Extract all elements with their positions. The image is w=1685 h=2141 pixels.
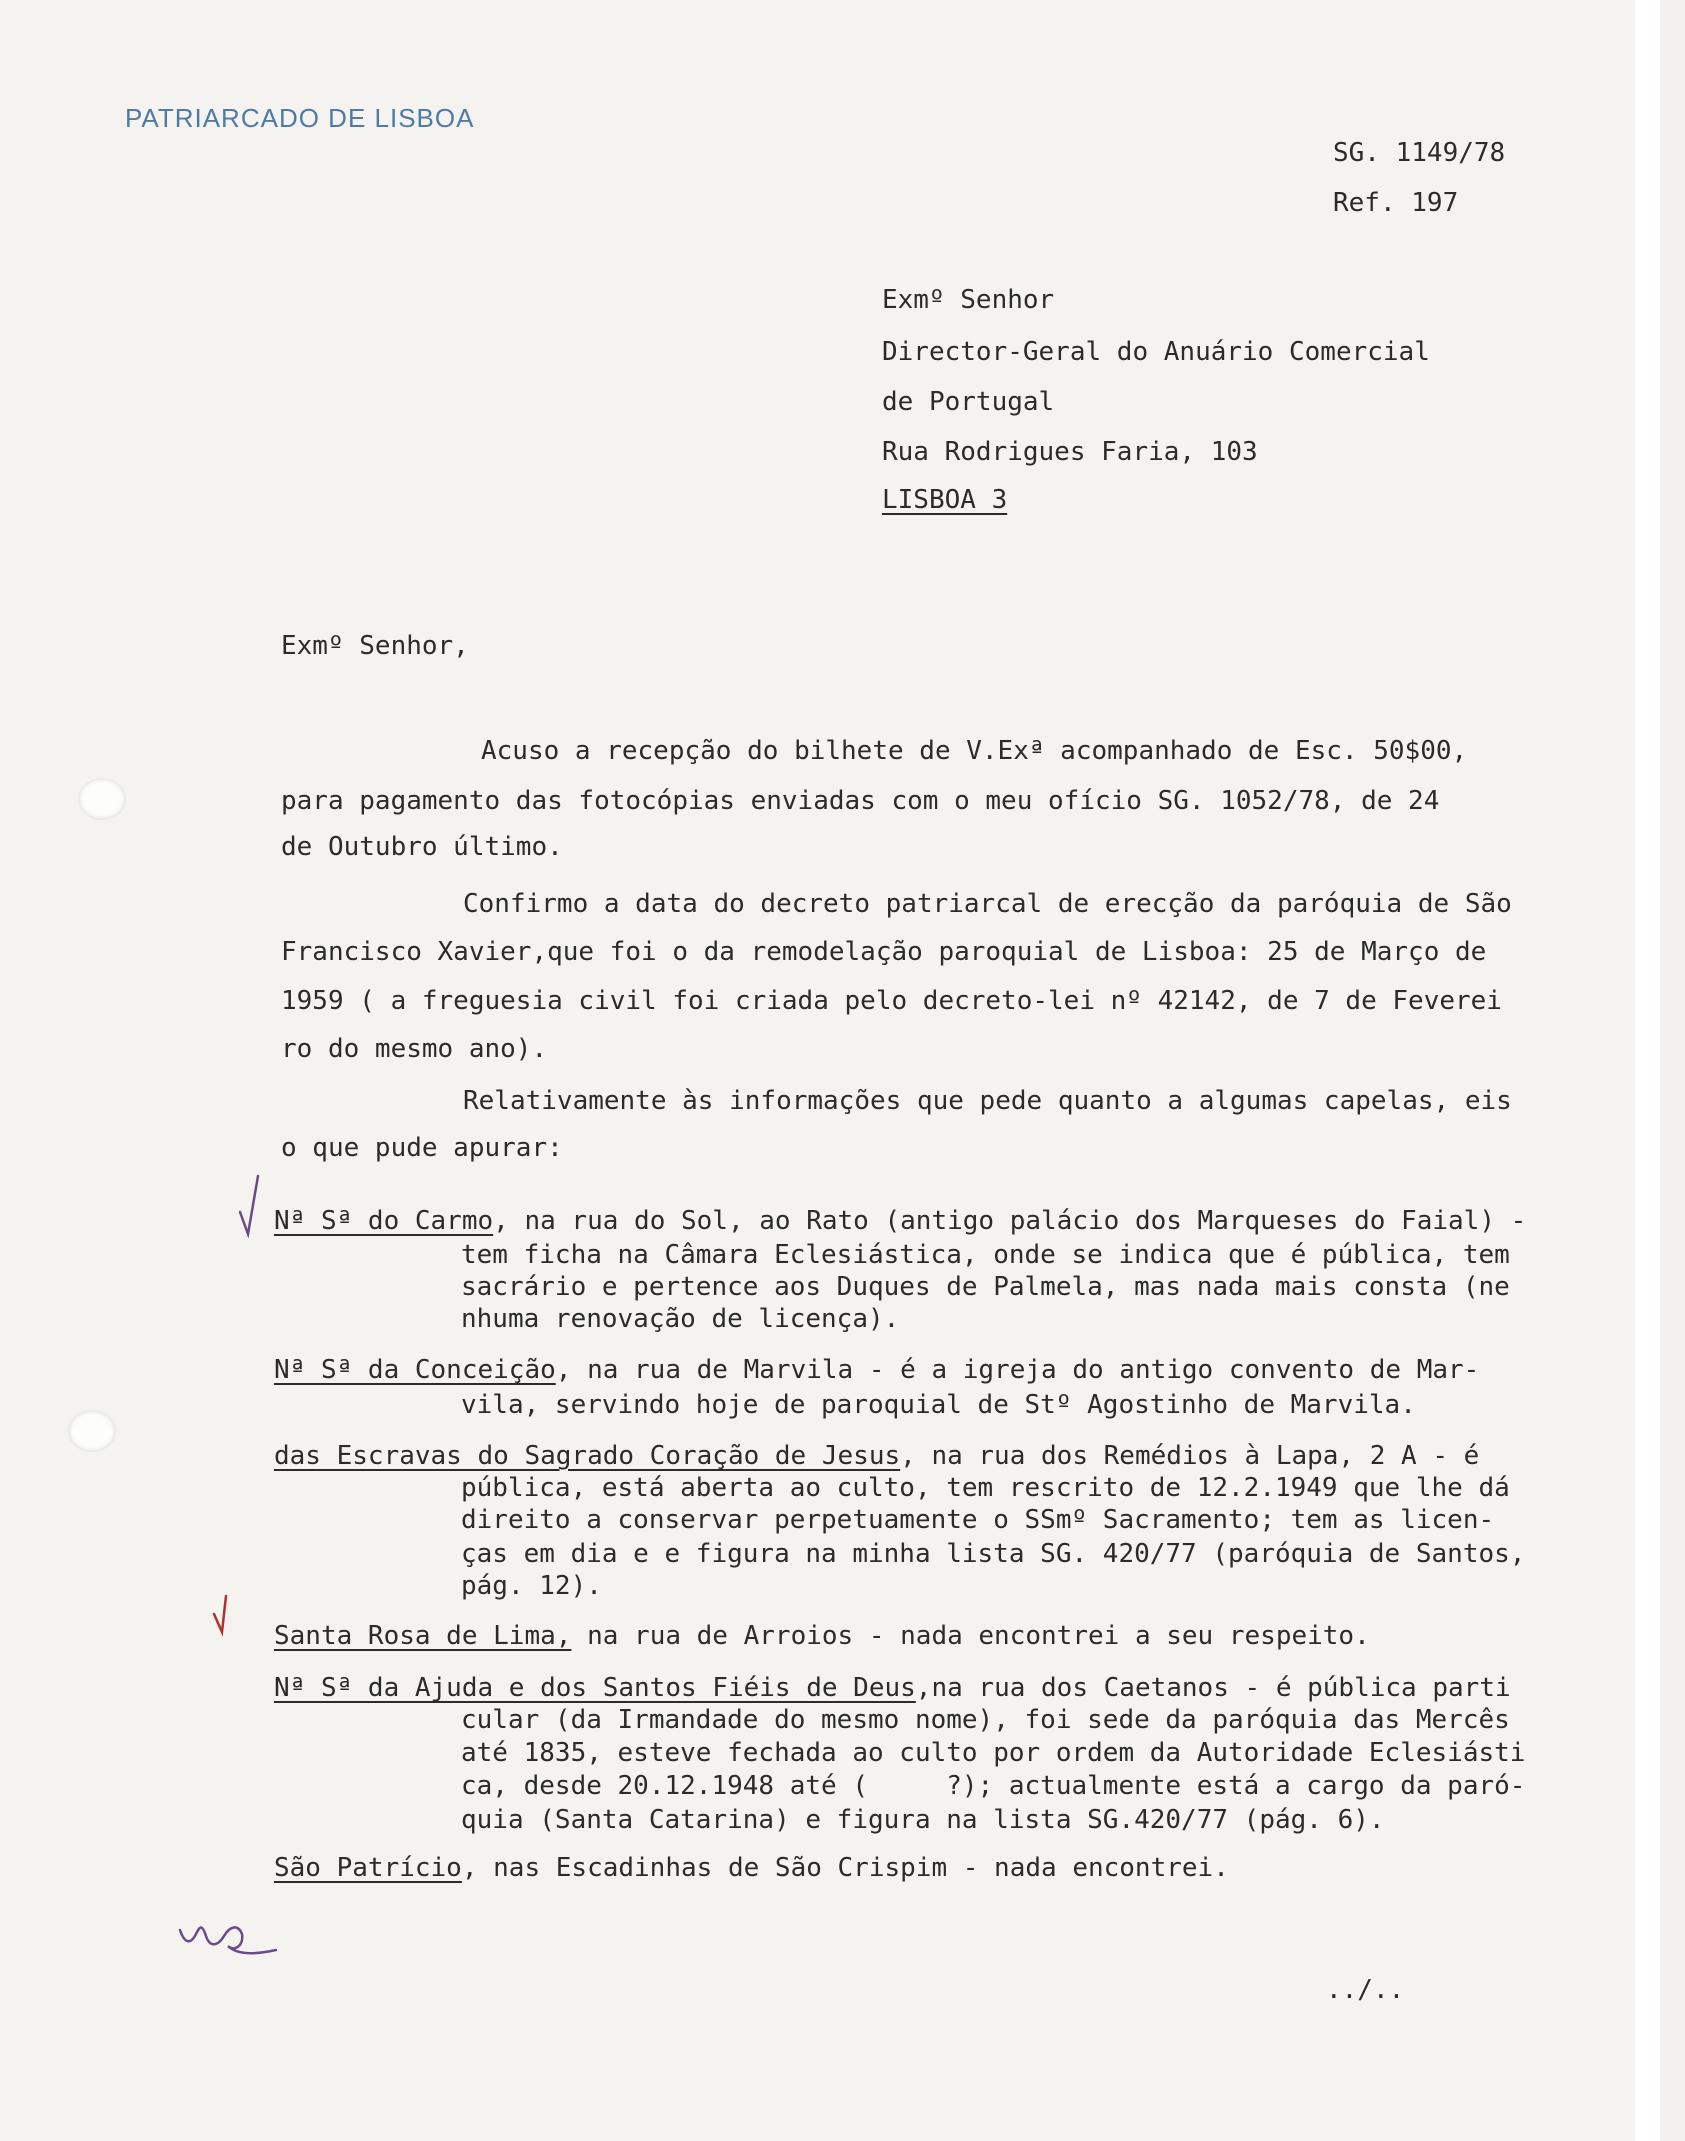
chapel-entry-first-line xyxy=(274,1673,1511,1703)
addressee-line: Rua Rodrigues Faria, 103 xyxy=(882,437,1258,467)
chapel-entry-first-line xyxy=(274,1441,1479,1471)
paragraph-1-line: para pagamento das fotocópias enviadas com o meu ofício SG. 1052/78, de 24 xyxy=(281,786,1440,816)
paragraph-2-line: 1959 ( a freguesia civil foi criada pelo decreto-lei nº 42142, de 7 de Feverei xyxy=(281,986,1502,1016)
punch-hole-top xyxy=(78,778,126,820)
chapel-detail-line: pág. 12). xyxy=(461,1571,602,1601)
chapel-detail-line: vila, servindo hoje de paroquial de Stº Agostinho de Marvila. xyxy=(461,1390,1416,1420)
paragraph-3-line: Relativamente às informações que pede quanto a algumas capelas, eis xyxy=(463,1086,1512,1116)
addressee-line: Exmº Senhor xyxy=(882,285,1055,315)
chapel-name: das Escravas do Sagrado Coração de Jesus xyxy=(274,1441,901,1471)
chapel-name: Nª Sª da Ajuda e dos Santos Fiéis de Deus xyxy=(274,1673,916,1703)
chapel-detail-line: ças em dia e e figura na minha lista SG. 420/77 (paróquia de Santos, xyxy=(461,1539,1526,1569)
reference-sg: SG. 1149/78 xyxy=(1333,138,1506,168)
paragraph-2-line: ro do mesmo ano). xyxy=(281,1034,548,1064)
chapel-detail-line: ca, desde 20.12.1948 até ( ?); actualmente está a cargo da paró- xyxy=(461,1771,1526,1801)
paragraph-1-line: Acuso a recepção do bilhete de V.Exª acompanhado de Esc. 50$00, xyxy=(481,736,1468,766)
addressee-line: de Portugal xyxy=(882,387,1055,417)
chapel-detail: ,na rua dos Caetanos - é pública parti xyxy=(915,1673,1511,1703)
chapel-detail-line: cular (da Irmandade do mesmo nome), foi sede da paróquia das Mercês xyxy=(461,1705,1510,1735)
letterhead: PATRIARCADO DE LISBOA xyxy=(125,103,475,133)
paragraph-1-line: de Outubro último. xyxy=(281,832,563,862)
chapel-detail-line: tem ficha na Câmara Eclesiástica, onde se indica que é pública, tem xyxy=(461,1240,1510,1270)
chapel-detail: , nas Escadinhas de São Crispim - nada encontrei. xyxy=(461,1853,1229,1883)
chapel-detail-line: sacrário e pertence aos Duques de Palmela, mas nada mais consta (ne xyxy=(461,1272,1510,1302)
chapel-name: Santa Rosa de Lima, xyxy=(274,1621,572,1651)
page-edge xyxy=(1635,0,1660,2141)
chapel-entry-first-line xyxy=(274,1853,1229,1883)
chapel-name: São Patrício xyxy=(274,1853,462,1883)
chapel-detail: , na rua dos Remédios à Lapa, 2 A - é xyxy=(900,1441,1480,1471)
reference-ref: Ref. 197 xyxy=(1333,188,1459,218)
addressee-line: Director-Geral do Anuário Comercial xyxy=(882,337,1430,367)
chapel-entry-first-line xyxy=(274,1206,1526,1236)
red-check-icon xyxy=(208,1590,238,1638)
handwritten-initials-icon xyxy=(172,1906,282,1966)
paragraph-2-line: Francisco Xavier,que foi o da remodelação paroquial de Lisboa: 25 de Março de xyxy=(281,937,1487,967)
salutation: Exmº Senhor, xyxy=(281,631,469,661)
chapel-name: Nª Sª do Carmo xyxy=(274,1206,494,1236)
chapel-detail-line: direito a conservar perpetuamente o SSmº Sacramento; tem as licen- xyxy=(461,1505,1495,1535)
continuation-mark: ../.. xyxy=(1326,1975,1405,2005)
chapel-entry-first-line xyxy=(274,1355,1479,1385)
chapel-detail-line: quia (Santa Catarina) e figura na lista SG.420/77 (pág. 6). xyxy=(461,1805,1385,1835)
punch-hole-bottom xyxy=(68,1410,116,1452)
chapel-detail-line: pública, está aberta ao culto, tem rescrito de 12.2.1949 que lhe dá xyxy=(461,1473,1510,1503)
paragraph-2-line: Confirmo a data do decreto patriarcal de erecção da paróquia de São xyxy=(463,889,1512,919)
chapel-detail-line: até 1835, esteve fechada ao culto por ordem da Autoridade Eclesiásti xyxy=(461,1738,1526,1768)
addressee-city: LISBOA 3 xyxy=(882,485,1008,515)
chapel-detail: na rua de Arroios - nada encontrei a seu respeito. xyxy=(571,1621,1370,1651)
checkmark-icon xyxy=(236,1172,266,1238)
chapel-detail: , na rua de Marvila - é a igreja do antigo convento de Mar- xyxy=(555,1355,1480,1385)
chapel-name: Nª Sª da Conceição xyxy=(274,1355,556,1385)
chapel-detail-line: nhuma renovação de licença). xyxy=(461,1304,900,1334)
chapel-detail: , na rua do Sol, ao Rato (antigo palácio dos Marqueses do Faial) - xyxy=(493,1206,1527,1236)
chapel-entry-first-line xyxy=(274,1621,1370,1651)
paragraph-3-line: o que pude apurar: xyxy=(281,1133,563,1163)
